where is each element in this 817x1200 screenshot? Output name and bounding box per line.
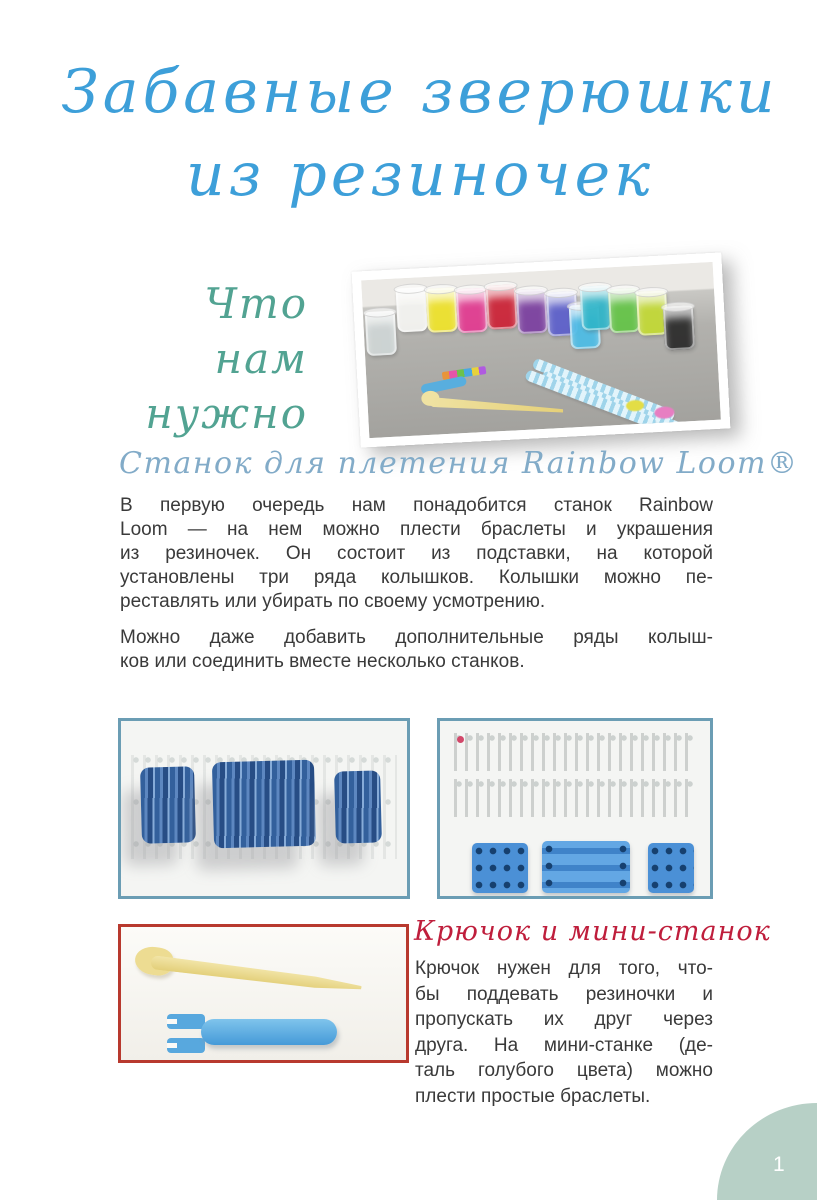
what-we-need-line-1: Что нам [204,279,308,383]
loom-paragraph-2 [120,626,713,674]
hook-section-heading: Крючок и мини-станок [414,916,771,947]
text-line: плести простые браслеты. [415,1085,651,1107]
rubber-band-cup [365,311,397,357]
blue-weave-cluster [140,766,196,843]
text-line: друга. На мини-станке (де- [415,1034,713,1056]
miniloom-tab [167,1014,205,1029]
loom-parts-photo [437,718,713,899]
text-line: ков или соединить вместе несколько станков. [120,651,525,672]
text-line: бы поддевать резиночки и [415,983,713,1005]
blue-weave-cluster [212,760,316,849]
blue-base-piece [648,843,694,893]
rubber-band-cup [516,289,548,335]
text-line: Можно даже добавить дополнительные ряды колыш- [120,627,713,648]
text-line: таль голубого цвета) можно [415,1060,713,1081]
rubber-band-cup [663,305,695,351]
blue-base-piece [542,841,630,893]
crochet-hook [429,397,563,416]
page-title-line-2: из резиночек [185,140,655,210]
text-line: из резиночек. Он состоит из подставки, на которой [120,543,713,564]
page-number: 1 [773,1153,785,1176]
page-title [40,48,800,214]
blue-mini-loom [201,1019,337,1045]
text-line: Loom — на нем можно плести браслеты и украшения [120,519,713,540]
crochet-hook [150,955,362,995]
miniloom-tab [167,1038,205,1053]
materials-photo [352,252,731,447]
text-line: реставлять или убирать по своему усмотрению. [120,591,546,612]
what-we-need-line-2: нужно [145,389,308,438]
peg-row [454,779,696,817]
loom-section-heading: Станок для плетения Rainbow Loom® [119,446,799,481]
red-peg [457,736,464,743]
assembled-loom-photo [118,718,410,899]
hook-paragraph [415,956,713,1109]
rubber-band-cup [396,287,428,333]
text-line: Крючок нужен для того, что- [415,958,713,979]
page-title-line-1: Забавные зверюшки [61,57,779,127]
text-line: установлены три ряда колышков. Колышки можно пе- [120,567,713,588]
rubber-band-cup [456,288,488,334]
what-we-need-heading [106,276,308,441]
loom-paragraph-1 [120,494,713,614]
text-line: пропускать их друг через [415,1009,713,1030]
blue-weave-cluster [334,770,382,843]
rubber-band-cup [426,287,458,333]
hook-and-miniloom-photo [118,924,409,1063]
blue-base-piece [472,843,528,893]
peg-row [454,733,696,771]
text-line: В первую очередь нам понадобится станок Rainbow [120,495,713,516]
page-number-tab [717,1103,817,1200]
